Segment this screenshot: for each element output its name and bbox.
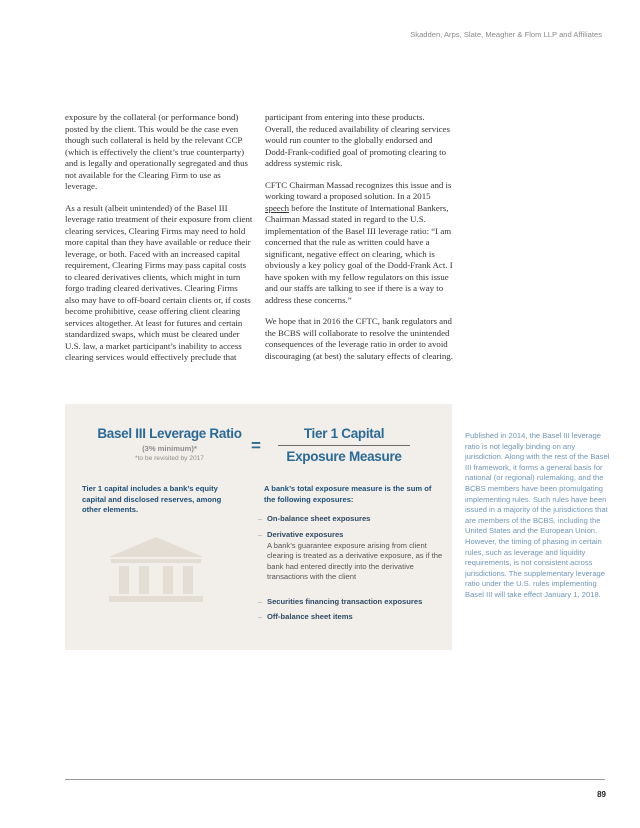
exposure-definition: A bank’s total exposure measure is the sum of the following exposures: [264, 484, 432, 504]
fraction-bar [278, 445, 410, 446]
exposure-title: Securities financing transaction exposures [267, 597, 423, 606]
mid-paragraph-1: participant from entering into these products. Overall, the reduced availability of clearing services would run counter to the globally endorsed and Dodd-Frank-codified goal of promoting clearing to address systemic risk. [265, 112, 450, 168]
equals-sign: = [251, 436, 261, 455]
exposure-title: Off-balance sheet items [267, 612, 353, 621]
formula-numerator: Tier 1 Capital [303, 426, 385, 441]
ratio-minimum: (3% minimum)* [142, 444, 197, 453]
mid-paragraph-2 [265, 180, 453, 307]
leverage-ratio-box [65, 404, 452, 650]
speech-link[interactable]: speech [265, 202, 290, 213]
exposure-item-sft [258, 597, 443, 608]
left-paragraph-2: As a result (albeit unintended) of the Basel III leverage ratio treatment of their exposure from client clearing services, Clearing Firms may need to hold more capital than they have available or reduce their leverage, or both. Faced with an increased capital requirement, Clearing Firms may pass capital costs to cleared derivatives clients, which might in turn forgo trading cleared derivatives. Clearing Firms also may have to off-board certain clients or, if costs become prohibitive, cease offering client clearing services altogether. At least for futures and certain standardized swaps, which must be cleared under U.S. law, a market participant’s inability to access clearing services would effectively preclude that [65, 202, 253, 362]
sidebar-note: Published in 2014, the Basel III leverage ratio is not legally binding on any jurisdiction. Along with the rest of the Basel III framework, it forms a general basis for national (or regional) rulemaking, and the BCBS members have been promulgating implementing rules. Such rules have been issued in a majority of the jurisdictions that are members of the BCBS, including the United States and the European Union. However, the timing of phasing in certain rules, such as leverage and liquidity requirements, is not consistent across jurisdictions. The supplementary leverage ratio under the U.S. rules implementing Basel III will take effect January 1, 2018. [465, 431, 610, 599]
exposure-title: On-balance sheet exposures [267, 514, 371, 523]
middle-column [265, 112, 453, 372]
mid-paragraph-2-end: before the Institute of International Bankers, Chairman Massad stated in regard to the U.S. implementation of the Basel III leverage ratio: “I am concerned that the rule as written could have a significant, negative effect on clearing, which is obviously a key policy goal of the Dodd-Frank Act. I have spoken with my fellow regulators on this issue and our staffs are talking to see if there is a way to address these concerns.” [265, 202, 453, 305]
formula-denominator: Exposure Measure [286, 449, 402, 464]
exposure-title: Derivative exposures [267, 530, 344, 539]
ratio-title: Basel III Leverage Ratio [97, 426, 242, 441]
exposure-item-on-balance [258, 514, 443, 525]
mid-paragraph-2-start: CFTC Chairman Massad recognizes this issue and is working toward a proposed solution. In a 2015 [265, 179, 452, 201]
bullet-dash: – [258, 612, 263, 621]
bank-building-icon [107, 535, 205, 605]
mid-paragraph-3: We hope that in 2016 the CFTC, bank regulators and the BCBS will collaborate to resolve the unintended consequences of the leverage ratio in order to avoid discouraging (at best) the salutary effects of clearing. [265, 316, 453, 361]
exposure-item-derivative [258, 530, 443, 583]
bullet-dash: – [258, 597, 263, 606]
bullet-dash: – [258, 514, 263, 523]
tier1-definition: Tier 1 capital includes a bank’s equity capital and disclosed reserves, among other elements. [82, 484, 222, 515]
firm-header: Skadden, Arps, Slate, Meagher & Flom LLP and Affiliates [410, 30, 602, 39]
ratio-revisit-note: *to be revisited by 2017 [135, 455, 204, 462]
exposure-detail: A bank’s guarantee exposure arising from client clearing is treated as a derivative exposure, as if the bank had entered directly into the derivative transactions with the client [267, 540, 443, 582]
exposure-item-off-balance [258, 612, 443, 623]
left-column [65, 112, 253, 374]
bullet-dash: – [258, 530, 263, 539]
left-paragraph-1: exposure by the collateral (or performance bond) posted by the client. This would be the case even though such collateral is held by the relevant CCP (which is effectively the client’s true counterparty) and is legally and operationally segregated and thus not available for the Clearing Firm to use as leverage. [65, 112, 248, 191]
footer-divider [65, 779, 605, 780]
page-number: 89 [597, 790, 606, 799]
